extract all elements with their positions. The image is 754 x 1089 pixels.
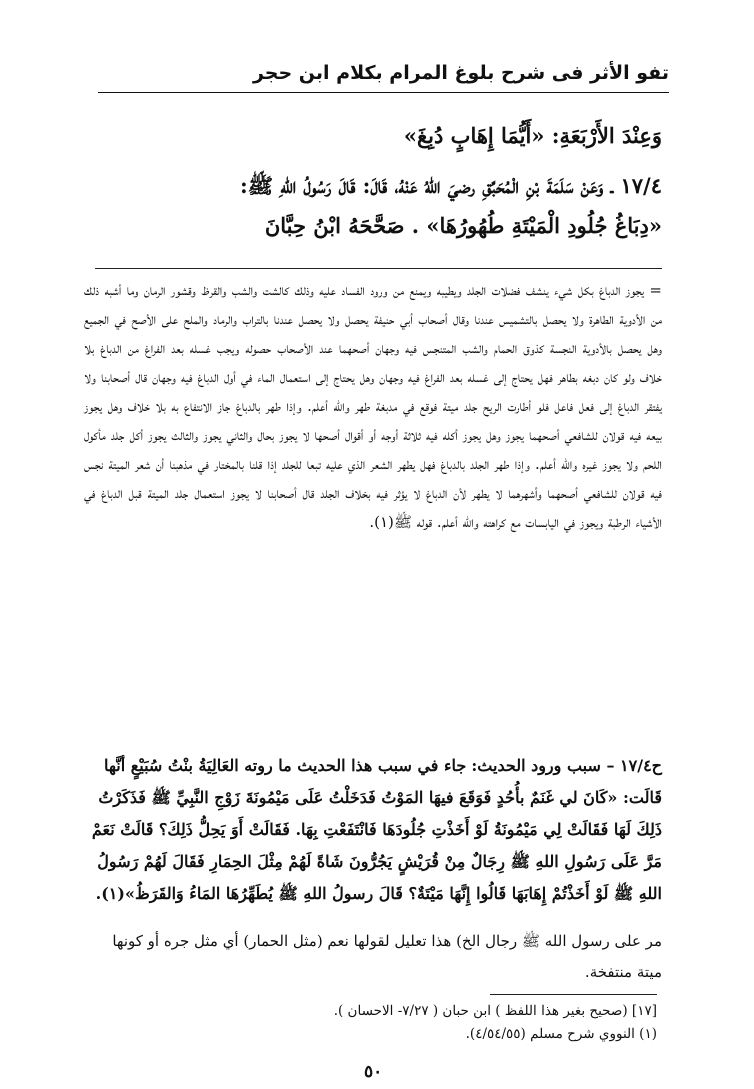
hadith-line-1: وَعِنْدَ الأَرْبَعَةِ: «أَيُّمَا إِهَابٍ دُبِغَ» [403, 123, 662, 148]
footnote-2: (١) النووي شرح مسلم (٤/٥٤/٥٥). [465, 1026, 657, 1042]
cause-footnote-ref: (١). [95, 884, 125, 903]
cause-of-hadith-section [84, 750, 662, 910]
commentary-divider [95, 268, 662, 269]
footnote-1: [١٧] (صحيح بغير هذا اللفظ ) ابن حبان ( ٧/٢٧- الاحسان ). [333, 1003, 657, 1019]
commentary-block [84, 276, 662, 537]
hadith-line-2: ١٧/٤ ـ وَعَنْ سَلَمَةَ بْنِ الْمُحَبِّقِ رضيَ اللهُ عَنْهُ، قَالَ: قَالَ رَسُولُ اللهِ ﷺ: [239, 173, 662, 198]
footnote-divider [490, 994, 657, 995]
running-header: تفو الأثر فى شرح بلوغ المرام بكلام ابن حجر [252, 62, 669, 84]
cause-heading: ح١٧/٤ – سبب ورود الحديث: [471, 756, 662, 775]
page-number: ٥٠ [364, 1062, 383, 1082]
footnotes [97, 1000, 657, 1046]
header-divider [98, 92, 669, 93]
commentary-paragraph: = يجوز الدباغ بكل شيء ينشف فضلات الجلد ويطيبه ويمنع من ورود الفساد عليه وذلك كالشت والشب والقرظ وقشور الرمان وما أشبه ذلك من الأدوية الطاهرة ولا يحصل بالتشميس عندنا وقال أصحاب أبي حنيفة يحصل ولا يحصل عندنا بالتراب والرماد والملح على الأصح في الجميع وهل يحصل بالأدوية النجسة كذوق الحمام والشب المتنجس فيه وجهان أصحهما عند الأصحاب حصوله ويجب غسله بعد الفراغ من الدباغ بلا خلاف ولو كان دبغه بطاهر فهل يحتاج إلى غسله بعد الفراغ فيه وجهان وهل يحتاج إلى استعمال الماء في أول الدباغ فيه وجهان قال أصحابنا ولا يفتقر الدباغ إلى فعل فاعل فلو أطارت الريح جلد ميتة فوقع في مدبغة طهر والله أعلم. وإذا طهر بالدباغ جاز الانتفاع به بلا خلاف وهل يجوز بيعه فيه قولان للشافعي أصحهما يجوز وهل يجوز أكله فيه ثلاثة أوجه أو أقوال أصحها لا يجوز بحال والثاني يجوز والثالث يجوز أكل جلد مأكول اللحم ولا يجوز غيره والله أعلم. وإذا طهر الجلد بالدباغ فهل يطهر الشعر الذي عليه تبعا للجلد إذا قلنا بالمختار في مذهبنا أن شعر الميتة نجس فيه قولان للشافعي أصحهما وأشهرهما لا يطهر لأن الدباغ لا يؤثر فيه بخلاف الجلد قال أصحابنا لا يجوز استعمال جلد الميتة قبل الدباغ في الأشياء الرطبة ويجوز في اليابسات مع كراهته والله أعلم. قوله ﷺ(١). [84, 281, 662, 531]
hadith-line-3: «دِبَاغُ جُلُودِ الْمَيْتَةِ طُهُورُهَا» . صَحَّحَهُ ابْنُ حِبَّانَ [264, 213, 662, 238]
cause-body: جاء في سبب هذا الحديث ما روته العَالِيَةُ بنْتُ سُبَيْعٍ أنَّها قَالَت: «كَانَ لي غَنَمٌ بأُحُدٍ فَوَقَعَ فيهَا المَوْتُ فَدَخَلْتُ عَلَى مَيْمُونَةَ زَوْجِ النَّبِيِّ ﷺ فَذَكَرْتُ ذَلِكَ لَهَا فَقَالَتْ لِي مَيْمُونَةُ لَوْ أَخَذْتِ جُلُودَهَا فَانْتَفَعْتِ بِهَا. فَقَالَتْ أَوَ يَحِلُّ ذَلِكَ؟ قَالَتْ نَعَمْ مَرَّ عَلَى رَسُولِ اللهِ ﷺ رِجَالٌ مِنْ قُرَيْشٍ يَجُرُّونَ شَاةً لَهُمْ مِثْلَ الحِمَارِ فَقَالَ لَهُمْ رَسُولُ اللهِ ﷺ لَوْ أَخَذْتُمْ إِهَابَهَا قَالُوا إِنَّهَا مَيْتَةٌ؟ قَالَ رسولُ اللهِ ﷺ يُطَهِّرُهَا المَاءُ وَالقَرَظُ» [91, 756, 662, 903]
remark-paragraph: مر على رسول الله ﷺ رجال الخ) هذا تعليل لقولها نعم (مثل الحمار) أي مثل جره أو كونها ميتة منتفخة. [112, 932, 662, 981]
